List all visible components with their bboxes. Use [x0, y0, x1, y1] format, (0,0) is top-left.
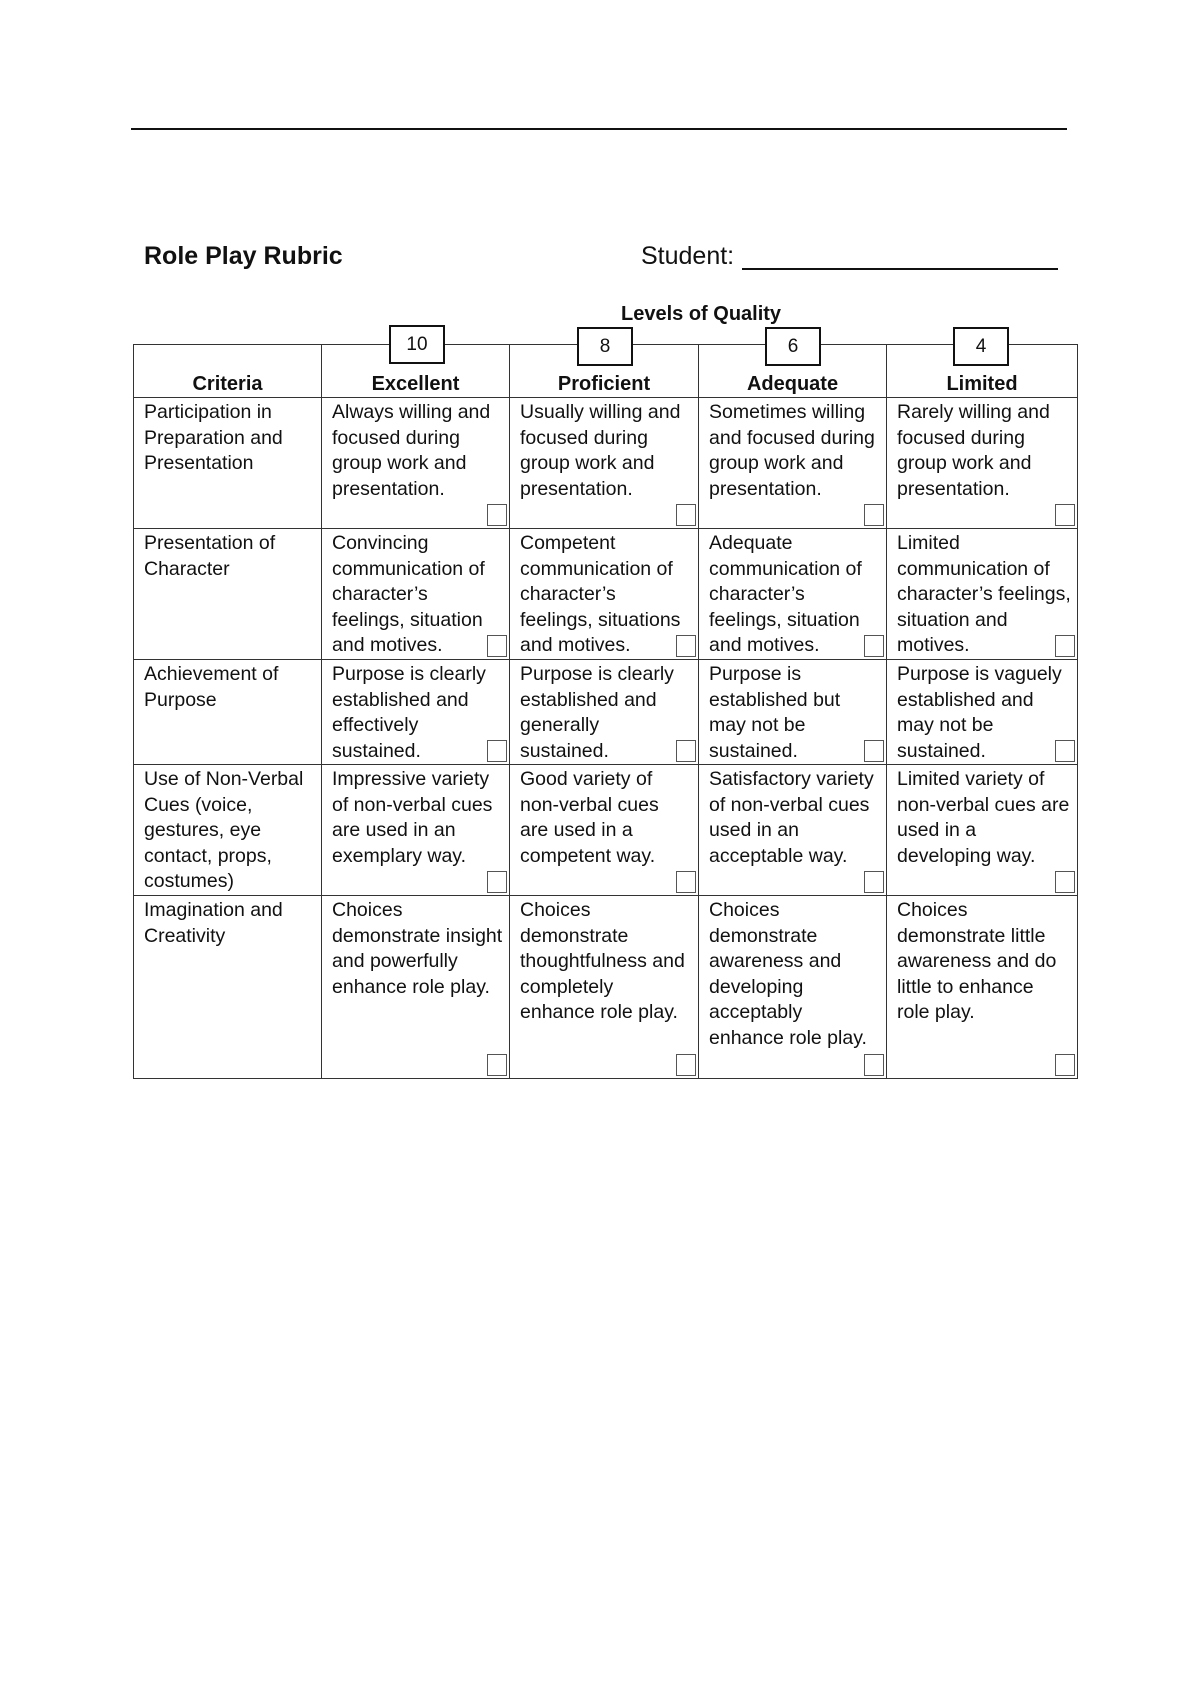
rubric-cell: [510, 765, 699, 896]
rubric-cell: [322, 398, 510, 529]
rubric-cell: [699, 529, 887, 660]
score-box-adequate: 6: [765, 327, 821, 366]
rubric-cell: [887, 660, 1078, 765]
score-checkbox[interactable]: [676, 635, 696, 657]
table-row: [134, 529, 1078, 660]
cell-text: Always willing and focused during group work and presentation.: [332, 401, 491, 500]
rubric-cell: [887, 765, 1078, 896]
score-checkbox[interactable]: [676, 504, 696, 526]
cell-text: Satisfactory variety of non-verbal cues used in an acceptable way.: [709, 768, 874, 867]
rubric-cell: [322, 529, 510, 660]
score-checkbox[interactable]: [1055, 1054, 1075, 1076]
rubric-cell: [887, 896, 1078, 1079]
score-checkbox[interactable]: [864, 740, 884, 762]
score-checkbox[interactable]: [864, 635, 884, 657]
rubric-cell: [699, 765, 887, 896]
cell-text: Choices demonstrate awareness and developing acceptably enhance role play.: [709, 899, 867, 1049]
table-row: [134, 660, 1078, 765]
rubric-cell: [510, 529, 699, 660]
cell-text: Convincing communication of character’s feelings, situation and motives.: [332, 532, 485, 656]
top-rule: [131, 128, 1067, 130]
score-checkbox[interactable]: [864, 504, 884, 526]
rubric-cell: [510, 398, 699, 529]
rubric-cell: [887, 529, 1078, 660]
score-checkbox[interactable]: [864, 1054, 884, 1076]
cell-text: Impressive variety of non-verbal cues are used in an exemplary way.: [332, 768, 493, 867]
score-checkbox[interactable]: [487, 740, 507, 762]
score-checkbox[interactable]: [676, 1054, 696, 1076]
rubric-cell: [699, 398, 887, 529]
cell-text: Purpose is clearly established and effectively sustained.: [332, 663, 486, 762]
cell-text: Adequate communication of character’s feelings, situation and motives.: [709, 532, 862, 656]
score-checkbox[interactable]: [1055, 871, 1075, 893]
levels-heading: Levels of Quality: [621, 303, 782, 325]
score-box-excellent: 10: [389, 325, 445, 364]
criteria-cell: Use of Non-Verbal Cues (voice, gestures, eye contact, props, costumes): [134, 765, 322, 896]
cell-text: Purpose is clearly established and generally sustained.: [520, 663, 674, 762]
student-name-field[interactable]: [742, 268, 1058, 270]
cell-text: Sometimes willing and focused during group work and presentation.: [709, 401, 875, 500]
table-row: [134, 896, 1078, 1079]
score-checkbox[interactable]: [487, 871, 507, 893]
column-header-limited: Limited: [887, 345, 1078, 398]
score-checkbox[interactable]: [676, 740, 696, 762]
cell-text: Choices demonstrate insight and powerfully enhance role play.: [332, 899, 503, 998]
cell-text: Choices demonstrate thoughtfulness and completely enhance role play.: [520, 899, 685, 1023]
student-label: Student:: [641, 242, 735, 270]
table-row: [134, 398, 1078, 529]
cell-text: Good variety of non-verbal cues are used in a competent way.: [520, 768, 659, 867]
score-checkbox[interactable]: [1055, 635, 1075, 657]
rubric-cell: [887, 398, 1078, 529]
rubric-cell: [699, 896, 887, 1079]
column-header-adequate: Adequate: [699, 345, 887, 398]
score-checkbox[interactable]: [1055, 740, 1075, 762]
criteria-cell: Achievement of Purpose: [134, 660, 322, 765]
rubric-cell: [322, 660, 510, 765]
cell-text: Limited communication of character’s feelings, situation and motives.: [897, 532, 1071, 656]
score-checkbox[interactable]: [864, 871, 884, 893]
cell-text: Limited variety of non-verbal cues are used in a developing way.: [897, 768, 1070, 867]
column-header-criteria: Criteria: [134, 345, 322, 398]
cell-text: Purpose is established but may not be sustained.: [709, 663, 841, 762]
criteria-cell: Participation in Preparation and Presentation: [134, 398, 322, 529]
score-checkbox[interactable]: [487, 504, 507, 526]
column-header-excellent: Excellent: [322, 345, 510, 398]
rubric-cell: [510, 660, 699, 765]
page-title: Role Play Rubric: [144, 242, 343, 270]
score-checkbox[interactable]: [1055, 504, 1075, 526]
cell-text: Purpose is vaguely established and may not be sustained.: [897, 663, 1062, 762]
criteria-cell: Presentation of Character: [134, 529, 322, 660]
score-box-limited: 4: [953, 327, 1009, 366]
rubric-cell: [322, 765, 510, 896]
cell-text: Usually willing and focused during group work and presentation.: [520, 401, 681, 500]
rubric-cell: [699, 660, 887, 765]
score-box-proficient: 8: [577, 327, 633, 366]
score-checkbox[interactable]: [487, 1054, 507, 1076]
column-header-proficient: Proficient: [510, 345, 699, 398]
score-checkbox[interactable]: [676, 871, 696, 893]
table-row: [134, 765, 1078, 896]
rubric-cell: [510, 896, 699, 1079]
score-checkbox[interactable]: [487, 635, 507, 657]
cell-text: Rarely willing and focused during group work and presentation.: [897, 401, 1050, 500]
cell-text: Choices demonstrate little awareness and do little to enhance role play.: [897, 899, 1057, 1023]
criteria-cell: Imagination and Creativity: [134, 896, 322, 1079]
rubric-cell: [322, 896, 510, 1079]
cell-text: Competent communication of character’s feelings, situations and motives.: [520, 532, 681, 656]
rubric-table: [133, 344, 1078, 1079]
